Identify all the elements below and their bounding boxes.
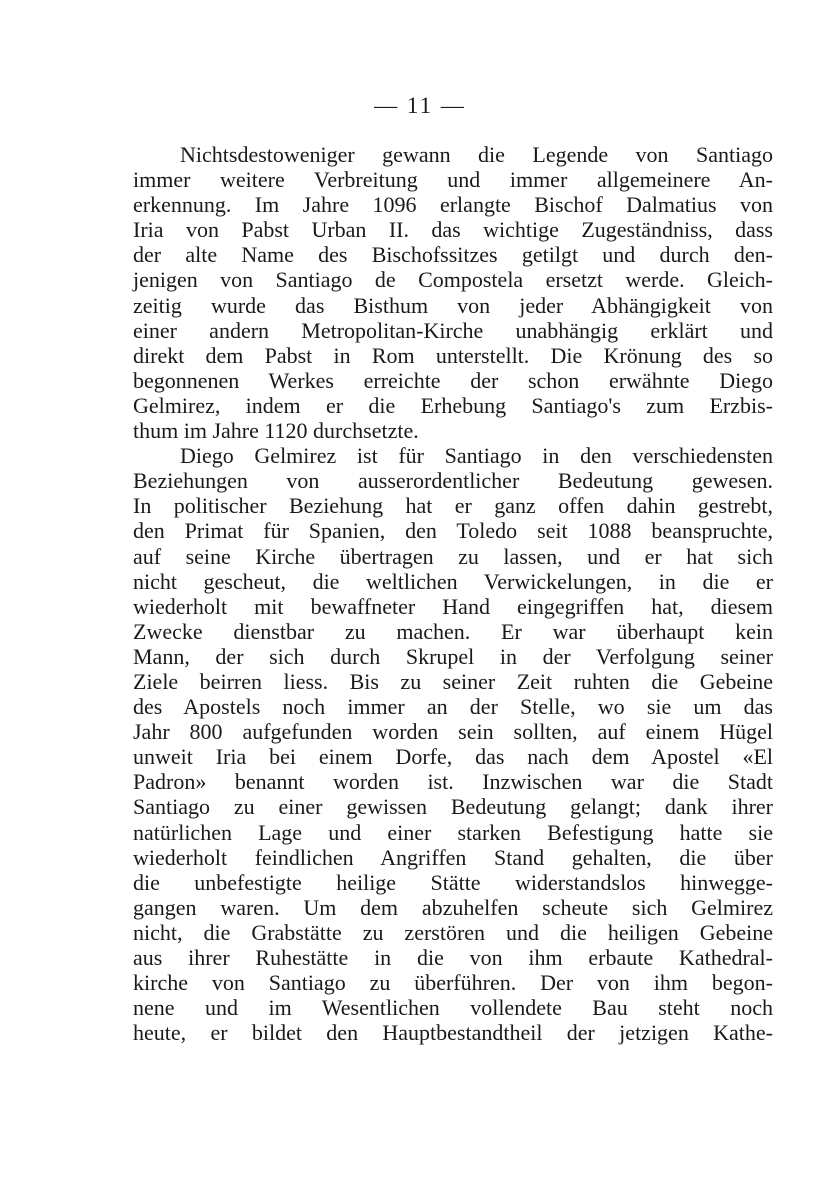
paragraph-1-line-11: Gelmirez, indem er die Erhebung Santiago's zum Erzbis- [133,392,773,418]
body-text [133,142,773,1045]
paragraph-2-line-19: gangen waren. Um dem abzuhelfen scheute sich Gelmirez [133,894,773,920]
paragraph-2-line-8: Zwecke dienstbar zu machen. Er war überhaupt kein [133,618,773,644]
paragraph-2-line-16: natürlichen Lage und einer starken Befestigung hatte sie [133,819,773,845]
paragraph-2-line-13: unweit Iria bei einem Dorfe, das nach dem Apostel «El [133,744,773,770]
paragraph-2-line-23: nene und im Wesentlichen vollendete Bau steht noch [133,995,773,1021]
paragraph-2-line-15: Santiago zu einer gewissen Bedeutung gelangt; dank ihrer [133,794,773,820]
paragraph-2-line-20: nicht, die Grabstätte zu zerstören und die heiligen Gebeine [133,919,773,945]
paragraph-2-line-3: In politischer Beziehung hat er ganz offen dahin gestrebt, [133,493,773,519]
paragraph-1-line-4: Iria von Pabst Urban II. das wichtige Zugeständniss, dass [133,217,773,243]
paragraph-1-line-10: begonnenen Werkes erreichte der schon erwähnte Diego [133,367,773,393]
paragraph-2-line-14: Padron» benannt worden ist. Inzwischen war die Stadt [133,769,773,795]
paragraph-1-line-8: einer andern Metropolitan-Kirche unabhängig erklärt und [133,317,773,343]
paragraph-1-line-1: Nichtsdestoweniger gewann die Legende von Santiago [180,142,773,167]
paragraph-2-line-12: Jahr 800 aufgefunden worden sein sollten, auf einem Hügel [133,719,773,745]
paragraph-2-line-21: aus ihrer Ruhestätte in die von ihm erbaute Kathedral- [133,945,773,970]
paragraph-2-line-2: Beziehungen von ausserordentlicher Bedeutung gewesen. [133,468,773,494]
paragraph-1-line-7: zeitig wurde das Bisthum von jeder Abhängigkeit von [133,292,773,318]
paragraph-1-line-2: immer weitere Verbreitung und immer allgemeinere An- [133,167,773,193]
paragraph-2-line-24: heute, er bildet den Hauptbestandtheil der jetzigen Kathe- [133,1020,773,1046]
paragraph-2-line-7: wiederholt mit bewaffneter Hand eingegriffen hat, diesem [133,593,773,619]
paragraph-2-line-10: Ziele beirren liess. Bis zu seiner Zeit ruhten die Gebeine [133,668,773,694]
paragraph-1-line-6: jenigen von Santiago de Compostela ersetzt werde. Gleich- [133,267,773,293]
paragraph-1-line-5: der alte Name des Bischofssitzes getilgt und durch den- [133,242,773,268]
paragraph-2-line-22: kirche von Santiago zu überführen. Der von ihm begon- [133,970,773,996]
paragraph-2-line-11: des Apostels noch immer an der Stelle, wo sie um das [133,694,773,720]
paragraph-2-line-1: Diego Gelmirez ist für Santiago in den verschiedensten [180,443,773,469]
paragraph-2-line-5: auf seine Kirche übertragen zu lassen, und er hat sich [133,543,773,569]
paragraph-1-line-3: erkennung. Im Jahre 1096 erlangte Bischof Dalmatius von [133,192,773,218]
page-number: — 11 — [374,93,466,118]
paragraph-2-line-18: die unbefestigte heilige Stätte widerstandslos hinwegge- [133,869,773,895]
paragraph-2-line-6: nicht gescheut, die weltlichen Verwickelungen, in die er [133,568,773,594]
paragraph-1-line-12: thum im Jahre 1120 durchsetzte. [133,418,419,444]
paragraph-1-line-9: direkt dem Pabst in Rom unterstellt. Die Krönung des so [133,342,773,368]
paragraph-2-line-4: den Primat für Spanien, den Toledo seit 1088 beanspruchte, [133,518,773,544]
paragraph-2-line-17: wiederholt feindlichen Angriffen Stand gehalten, die über [133,844,773,870]
paragraph-2-line-9: Mann, der sich durch Skrupel in der Verfolgung seiner [133,643,773,669]
